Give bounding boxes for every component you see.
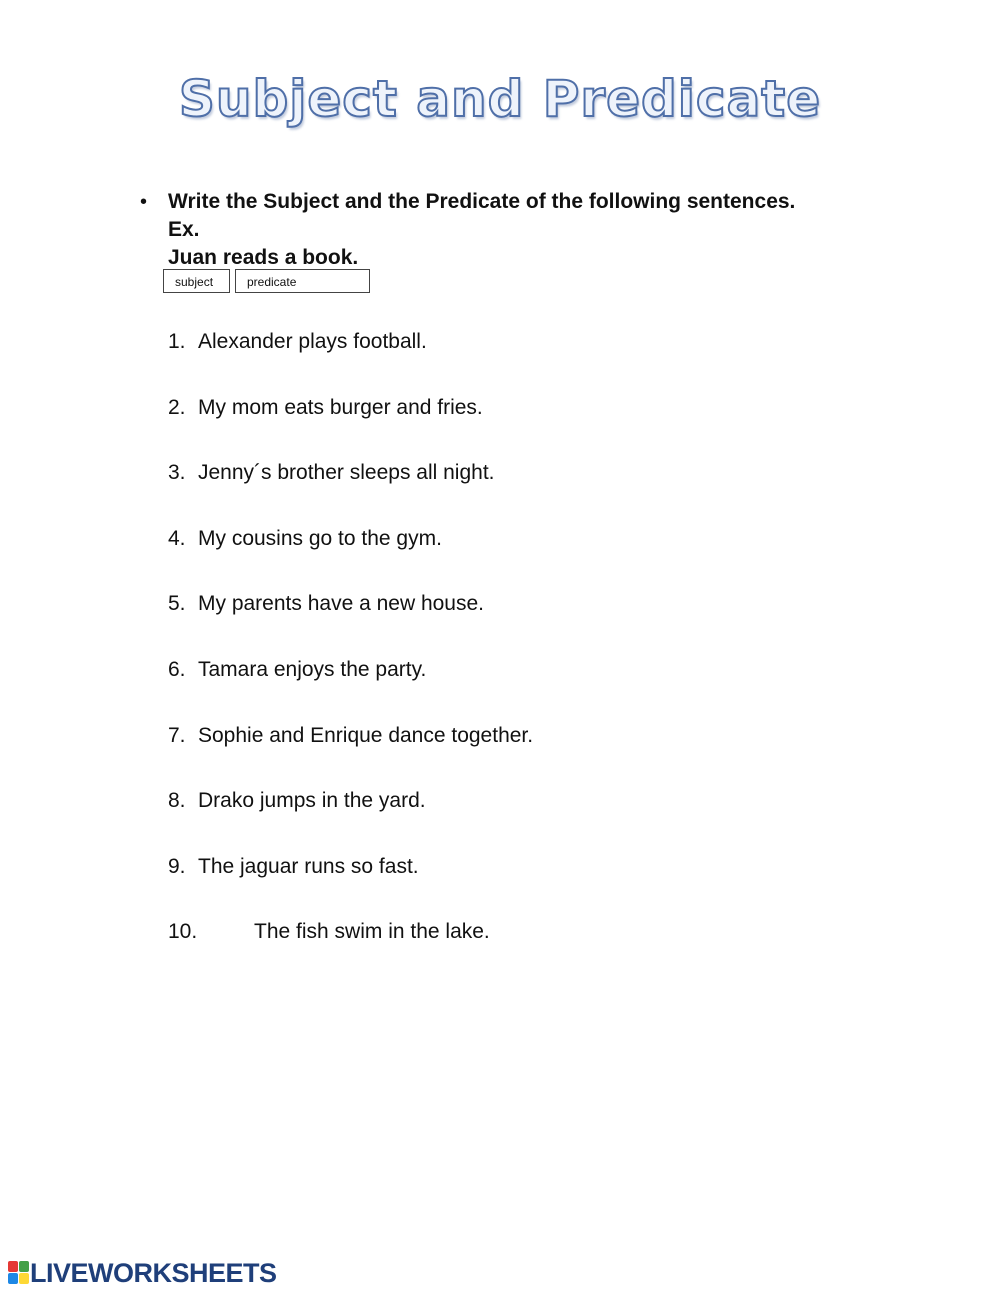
example-label: Ex.: [168, 218, 200, 241]
sentence-text: My parents have a new house.: [198, 592, 485, 616]
logo-square: [8, 1261, 18, 1272]
sentence-number: 5.: [168, 592, 186, 616]
sentence-text: Alexander plays football.: [198, 330, 427, 353]
sentence-number: 8.: [168, 789, 186, 813]
logo-square: [19, 1261, 29, 1272]
sentence-text: Tamara enjoys the party.: [198, 657, 427, 681]
logo-square: [19, 1273, 29, 1284]
logo-text: LIVEWORKSHEETS: [30, 1258, 277, 1288]
sentence-number: 6.: [168, 657, 186, 681]
instruction-text: Write the Subject and the Predicate of the following sentences.: [168, 190, 796, 213]
bullet-icon: •: [140, 191, 148, 213]
sentence-number: 1.: [168, 330, 186, 353]
sentence-number: 2.: [168, 395, 186, 419]
sentence-text: Jenny´s brother sleeps all night.: [198, 461, 495, 485]
sentence-text: My mom eats burger and fries.: [198, 395, 483, 419]
sentence-text: Drako jumps in the yard.: [198, 789, 426, 813]
sentence-text: The jaguar runs so fast.: [198, 854, 419, 878]
sentence-number: 3.: [168, 461, 186, 485]
sentence-number: 10.: [168, 920, 198, 944]
sentence-number: 4.: [168, 526, 186, 550]
sentence-number: 9.: [168, 854, 186, 878]
logo-square: [8, 1273, 18, 1284]
example-sentence: Juan reads a book.: [168, 246, 359, 269]
sentence-text: Sophie and Enrique dance together.: [198, 723, 534, 747]
sentence-number: 7.: [168, 723, 186, 747]
sentence-text: The fish swim in the lake.: [254, 920, 490, 944]
worksheet-title: Subject and Predicate: [178, 70, 822, 128]
sentence-text: My cousins go to the gym.: [198, 526, 442, 550]
predicate-box: predicate: [235, 269, 370, 293]
subject-box: subject: [163, 269, 230, 293]
logo-mark-icon: [8, 1261, 30, 1285]
